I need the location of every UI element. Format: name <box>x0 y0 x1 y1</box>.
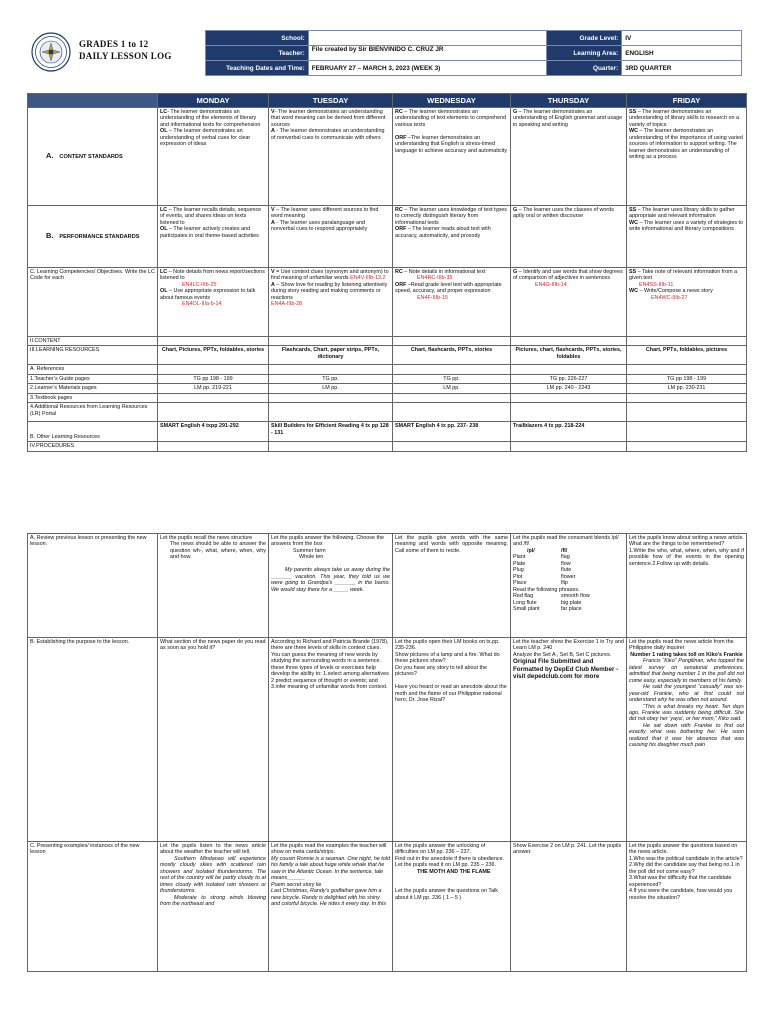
perf-std-wednesday: RC – The learner uses knowledge of text types to correctly distinguish literary from informational texts ORF – The learner reads aloud text with accuracy, automaticity, and prosody <box>393 206 511 268</box>
table-row <box>28 268 747 337</box>
purpose-tuesday: According to Richard and Patricia Brande (1978), there are three levels of skills in context clues. You can guess the meaning of new words by studying the surrounding words in a sentence. these three types of levels or exercises help develop the ability to: 1.select among alternatives 2 predict sequence of thought or events; and 3.infer meaning of unfamiliar words from context. <box>269 638 393 842</box>
table-row <box>28 638 747 842</box>
comp-monday: LC – Note details from news report/sections listened to EN4LC-IIIb-25 OL – Use appropriate expression to talk about famous events EN4OL-IIIa-b-14 <box>158 268 269 337</box>
tg-monday: TG pp 198 - 199 <box>158 374 269 383</box>
lr-friday: Chart, PPTx, foldables, pictures <box>627 346 747 365</box>
lm-tuesday: LM pp. <box>269 384 393 393</box>
table-row <box>28 365 747 374</box>
lesson-table-top <box>27 93 747 452</box>
purpose-thursday: Let the teacher show the Exercise 1 in Try and Learn LM p. 240 Analyze the Set A , Set B, Set C pictures. Original File Submitted and Formatted by DepEd Club Member - visit depedclub.com for more <box>511 638 627 842</box>
table-row <box>28 403 747 422</box>
area-value: ENGLISH <box>622 46 742 61</box>
table-row <box>28 346 747 365</box>
lm-monday: LM pp. 219-221 <box>158 384 269 393</box>
review-wednesday: Let the pupils give words with the same meaning and words with opposite meaning. Call some of them to recite. <box>393 534 511 638</box>
row-label-references: A. References <box>28 365 158 374</box>
lr-thursday: Pictures, chart, flashcards, PPTx, stories, foldables <box>511 346 627 365</box>
table-row <box>28 337 747 346</box>
table-row <box>28 393 747 402</box>
presenting-tuesday: Let the pupils read the examples the teacher will show on meta cards/strips. My cousin Ronnie is a seaman. One night, he told his family a tale about huge white whale that he saw in the Atlantic Ocean. In the sentence, tale means______ Poem secret story lie Last Christmas, Randy’s godfather gave him a new bicycle. Randy is delighted with his shiny and colorful bicycle. He rides it every day. In this <box>269 842 393 972</box>
presenting-friday: Let the pupils answer the questions based on the news article. 1.Who was the political candidate in the article? 2.Why did the candidate say that being no.1 in the poll did not come easy? 3.What was the difficulty that the candidate experienced? 4.If you were the candidate, how would you resolve the situation? <box>627 842 747 972</box>
table-row <box>28 108 747 206</box>
row-label-review: A. Review previous lesson or presenting the new lesson. <box>28 534 158 638</box>
other-friday <box>627 422 747 442</box>
lr-monday: Chart, Pictures, PPTx, foldables, stories <box>158 346 269 365</box>
corner-cell <box>28 94 158 108</box>
tg-wednesday: TG pp. <box>393 374 511 383</box>
table-row <box>28 842 747 972</box>
day-thursday: THURSDAY <box>511 94 627 108</box>
document-title <box>79 38 172 62</box>
lesson-table-procedures <box>27 533 747 972</box>
other-monday: SMART English 4 txpp 291-292 <box>158 422 269 442</box>
row-label-tg: 1.Teacher’s Guide pages <box>28 374 158 383</box>
grade-value: IV <box>622 31 742 46</box>
teacher-value: File created by Sir BIENVINIDO C. CRUZ JR <box>308 46 547 61</box>
header <box>27 30 742 76</box>
perf-std-tuesday: V – The learner uses different sources to find word meaning A - The learner uses paralanguage and nonverbal cues to respond appropriately <box>269 206 393 268</box>
lesson-log-page-1 <box>0 0 768 500</box>
other-tuesday: Skill Builders for Efficient Reading 4 tx pp 128 - 131 <box>269 422 393 442</box>
row-label-lm: 2.Learner’s Materials pages <box>28 384 158 393</box>
quarter-label: Quarter: <box>547 61 622 76</box>
row-label-learning-resources: III.LEARNING RESOURCES <box>28 346 158 365</box>
area-label: Learning Area: <box>547 46 622 61</box>
content-std-tuesday: V- The learner demonstrates an understanding that word meaning can be derived from different sources A - The learner demonstrates an understanding of nonverbal cues to communicate with others <box>269 108 393 206</box>
title-line-1: GRADES 1 to 12 <box>79 39 149 49</box>
row-label-performance-standards: B. PERFORMANCE STANDARDS <box>28 206 158 268</box>
row-label-additional: 4.Additional Resources from Learning Resources (LR) Portal <box>28 403 158 422</box>
purpose-wednesday: Let the pupils open their LM books on tx.pp. 235-236. Show pictures of a lamp and a fire. What do these pictures show? Do you have any story to tell about the pictures? Have you heard or read an anecdote about the moth and the flame of our Philippine national hero, Dr. Jose Rizal? <box>393 638 511 842</box>
quarter-value: 3RD QUARTER <box>622 61 742 76</box>
day-monday: MONDAY <box>158 94 269 108</box>
other-thursday: Trailblazers 4 tx pp. 218-224 <box>511 422 627 442</box>
tg-tuesday: TG pp. <box>269 374 393 383</box>
school-value <box>308 31 547 46</box>
purpose-monday: What section of the news paper do you read as soon as you hold it? <box>158 638 269 842</box>
presenting-wednesday: Let the pupils answer the unlocking of difficulties on LM pp. 236 – 237. Find out in the anecdote if there is obedience. Let the pupils read it on LM pp. 235 – 236. THE MOTH AND THE FLAME Let the pupils answer the questions on Talk about it LM pp. 236 ( 1 – 5 ) <box>393 842 511 972</box>
school-label: School: <box>206 31 309 46</box>
comp-wednesday: RC – Note details in informational text EN4RC-IIIb-35 ORF –Read grade level text with appropriate speed, accuracy, and proper expression EN4F-IIIb-15 <box>393 268 511 337</box>
table-row <box>28 384 747 393</box>
perf-std-thursday: G – The learner uses the classes of words aptly oral or written discourse <box>511 206 627 268</box>
review-friday: Let the pupils know about writing a news article. What are the things to be remembered? 1.Write the who, what, where, when, why and if possible how of the events in the opening sentence.2.Follow up with details. <box>627 534 747 638</box>
perf-std-monday: LC – The learner recalls details, sequence of events, and shares ideas on texts listened to OL – The learner actively creates and participates in oral theme-based activities <box>158 206 269 268</box>
tg-friday: TG pp 198 - 199 <box>627 374 747 383</box>
lr-wednesday: Chart, flashcards, PPTx, stories <box>393 346 511 365</box>
purpose-friday: Let the pupils read the news article from the Philippine daily inquirer Number 1 rating takes toll on Kiko’s Frankie Francis “Kiko” Pangilinan, who topped the latest survey on senatorial preferences, admitted that being number 1 in the poll did not come easy, especially to members of his family. He said the youngest “casualty” was six-year-old Frankie, who at first could not understand why he was often not around. “This is what breaks my heart. Ten days ago, Frankie was suddenly being difficult. She did not obey her ‘yaya’, or her mom,” Kiko said. He sat down with Frankie to find out exactly what was bothering her. He soon realized that it was his absence that was causing his daughter much pain <box>627 638 747 842</box>
day-wednesday: WEDNESDAY <box>393 94 511 108</box>
dates-value: FEBRUARY 27 – MARCH 3, 2023 (WEEK 3) <box>308 61 547 76</box>
day-tuesday: TUESDAY <box>269 94 393 108</box>
presenting-thursday: Show Exercise 2 on LM p. 241. Let the pupils answer. <box>511 842 627 972</box>
review-tuesday: Let the pupils answer the following. Choose the answers from the box Summer farm Whole ten My parents always take us away during the _______ vacation. This year, they told us we were going to Grandpa’s _______ in the barrio. We would stay there for a _____ week. <box>269 534 393 638</box>
presenting-monday: Let the pupils listen to the news article about the weather the teacher will tell. Southern Mindanao will experience mostly cloudy skies with scattered rain showers and isolated thunderstorms. The rest of the country will be partly cloudy to at times cloudy with isolated rain showers or thunderstorms. Moderate to strong winds blowing from the northeast and <box>158 842 269 972</box>
row-label-textbook: 3.Textbook pages <box>28 393 158 402</box>
review-monday: Let the pupils recall the news structure The news should be able to answer the question wh-, what, where, when, why and how. <box>158 534 269 638</box>
dates-label: Teaching Dates and Time: <box>206 61 309 76</box>
row-label-other: B. Other Learning Resources <box>28 422 158 442</box>
deped-seal-icon <box>31 32 71 72</box>
tg-thursday: TG pp. 226-227 <box>511 374 627 383</box>
content-std-friday: SS – The learner demonstrates an understanding of library skills to research on a variety of topics WC – The learner demonstrates an understanding of the importance of using varied sources of information to support writing. The learner demonstrates an understanding of writing as a process <box>627 108 747 206</box>
row-label-presenting: C. Presenting examples/ instances of the new lesson <box>28 842 158 972</box>
row-label-procedures: IV.PROCEDURES <box>28 442 158 451</box>
perf-std-friday: SS – The learner uses library skills to gather appropriate and relevant information WC – The learner uses a variety of strategies to write informational and literary compositions <box>627 206 747 268</box>
grade-label: Grade Level: <box>547 31 622 46</box>
lr-tuesday: Flashcards, Chart, paper strips, PPTx, dictionary <box>269 346 393 365</box>
table-row <box>28 534 747 638</box>
other-wednesday: SMART English 4 tx pp. 237- 238 <box>393 422 511 442</box>
table-row <box>28 422 747 442</box>
lesson-log-page-2 <box>0 512 768 1024</box>
header-info-table <box>205 30 742 76</box>
row-label-purpose: B. Establishing the purpose to the lesson. <box>28 638 158 842</box>
lm-friday: LM pp. 230-231 <box>627 384 747 393</box>
table-row <box>28 374 747 383</box>
comp-tuesday: V = Use context clues (synonym and antonym) to find meaning of unfamiliar words EN4V-IIIb-13.2 A – Show love for reading by listening attentively during story reading and making comments or reactions EN4A-IIIb-28 <box>269 268 393 337</box>
teacher-label: Teacher: <box>206 46 309 61</box>
row-label-competencies: C. Learning Competencies/ Objectives. Write the LC Code for each <box>28 268 158 337</box>
comp-friday: SS – Take note of relevant information from a given text EN4SS-IIIb-11 WC – Write/Compose a news story EN4WC-IIIb-27 <box>627 268 747 337</box>
content-std-thursday: G – The learner demonstrates an understanding of English grammar and usage in speaking and writing <box>511 108 627 206</box>
comp-thursday: G – Identify and use words that show degrees of comparison of adjectives in sentences EN4G-IIIb-14 <box>511 268 627 337</box>
content-std-monday: LC- The learner demonstrates an understanding of the elements of literary and informational texts for comprehension OL – The learner demonstrates an understanding of verbal cues for clear expression of ideas <box>158 108 269 206</box>
row-label-content-standards: A. CONTENT STANDARDS <box>28 108 158 206</box>
table-row <box>28 442 747 451</box>
title-line-2: DAILY LESSON LOG <box>79 51 172 61</box>
review-thursday: Let the pupils read the consonant blends /pl/ and /fl/ /pl/ /fl/ Plant flag Plate flow Plug flute Plot flower Place flip Read the following phrases. Red flag smooth flow Long flute big plate Small plant far place <box>511 534 627 638</box>
lm-wednesday: LM pp. <box>393 384 511 393</box>
row-label-content: II.CONTENT <box>28 337 158 346</box>
content-std-wednesday: RC – The learner demonstrates an understanding of text elements to comprehend various texts ORF –The learner demonstrates an understanding that English is stress-timed language to achieve accuracy and automaticity <box>393 108 511 206</box>
watermark-text: Original File Submitted and Formatted by DepEd Club Member - visit depedclub.com for more <box>513 658 619 680</box>
table-row <box>28 206 747 268</box>
lm-thursday: LM pp. 240 - 2243 <box>511 384 627 393</box>
day-friday: FRIDAY <box>627 94 747 108</box>
